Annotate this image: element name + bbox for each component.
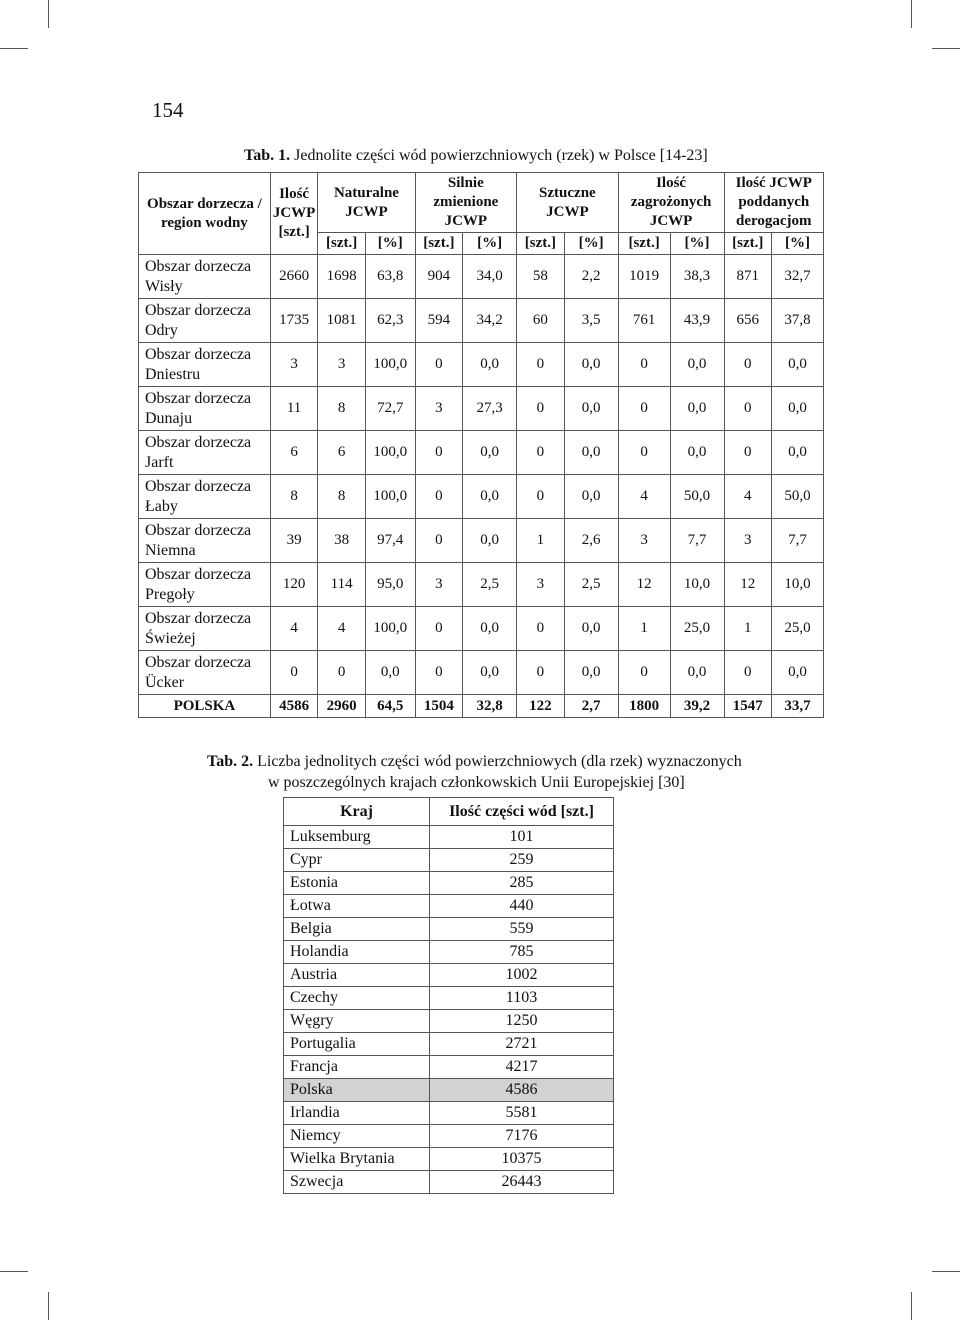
country-cell: Austria xyxy=(284,964,430,987)
region-cell: Obszar dorzecza Odry xyxy=(139,299,271,343)
header-region: Obszar dorzecza / region wodny xyxy=(139,173,271,255)
crop-mark xyxy=(48,1292,49,1320)
table1-caption-text: Jednolite części wód powierzchniowych (rzek) w Polsce [14-23] xyxy=(294,147,708,164)
table-row xyxy=(284,1010,614,1033)
value-cell: 2,2 xyxy=(564,255,618,299)
value-cell: 2,6 xyxy=(564,519,618,563)
country-cell: Francja xyxy=(284,1056,430,1079)
unit-pct: [%] xyxy=(463,233,517,255)
value-cell: 60 xyxy=(517,299,565,343)
value-cell: 0,0 xyxy=(463,651,517,695)
value-cell: 0,0 xyxy=(463,431,517,475)
table-row xyxy=(284,826,614,849)
value-cell: 0 xyxy=(517,475,565,519)
value-cell: 4 xyxy=(318,607,366,651)
country-cell: Węgry xyxy=(284,1010,430,1033)
header-sztuczne: Sztuczne JCWP xyxy=(517,173,619,233)
count-cell: 7176 xyxy=(430,1125,614,1148)
table1 xyxy=(138,172,824,718)
value-cell: 0,0 xyxy=(772,343,824,387)
total-cell: 39,2 xyxy=(670,695,724,718)
value-cell: 0 xyxy=(724,387,772,431)
value-cell: 100,0 xyxy=(365,431,415,475)
table2-caption-line1: Liczba jednolitych części wód powierzchniowych (dla rzek) wyznaczonych xyxy=(257,753,742,770)
table-row xyxy=(284,1171,614,1194)
table-row xyxy=(284,895,614,918)
count-cell: 785 xyxy=(430,941,614,964)
crop-mark xyxy=(48,0,49,28)
table1-body xyxy=(139,255,824,695)
value-cell: 656 xyxy=(724,299,772,343)
table-row xyxy=(139,343,824,387)
value-cell: 4 xyxy=(618,475,670,519)
country-cell: Irlandia xyxy=(284,1102,430,1125)
value-cell: 10,0 xyxy=(772,563,824,607)
value-cell: 0,0 xyxy=(463,607,517,651)
value-cell: 0 xyxy=(517,651,565,695)
count-cell: 259 xyxy=(430,849,614,872)
unit-szt: [szt.] xyxy=(415,233,463,255)
value-cell: 594 xyxy=(415,299,463,343)
table-row xyxy=(284,1102,614,1125)
table2-caption xyxy=(207,751,742,793)
value-cell: 12 xyxy=(618,563,670,607)
table-row xyxy=(139,431,824,475)
value-cell: 2,5 xyxy=(463,563,517,607)
table-row xyxy=(139,475,824,519)
value-cell: 3 xyxy=(270,343,318,387)
value-cell: 0,0 xyxy=(463,519,517,563)
value-cell: 0 xyxy=(724,431,772,475)
total-cell: 33,7 xyxy=(772,695,824,718)
table2 xyxy=(283,797,614,1194)
table2-body xyxy=(284,826,614,1194)
value-cell: 0 xyxy=(517,431,565,475)
value-cell: 100,0 xyxy=(365,343,415,387)
value-cell: 0 xyxy=(517,607,565,651)
country-cell: Portugalia xyxy=(284,1033,430,1056)
count-cell: 440 xyxy=(430,895,614,918)
value-cell: 871 xyxy=(724,255,772,299)
count-cell: 2721 xyxy=(430,1033,614,1056)
value-cell: 0 xyxy=(415,431,463,475)
country-cell: Szwecja xyxy=(284,1171,430,1194)
value-cell: 39 xyxy=(270,519,318,563)
value-cell: 25,0 xyxy=(772,607,824,651)
value-cell: 100,0 xyxy=(365,607,415,651)
region-cell: Obszar dorzecza Pregoły xyxy=(139,563,271,607)
value-cell: 0,0 xyxy=(463,475,517,519)
table-row xyxy=(284,987,614,1010)
value-cell: 8 xyxy=(318,387,366,431)
table-row xyxy=(284,1125,614,1148)
value-cell: 0,0 xyxy=(772,651,824,695)
table-row xyxy=(139,299,824,343)
table-row xyxy=(284,918,614,941)
unit-pct: [%] xyxy=(772,233,824,255)
value-cell: 27,3 xyxy=(463,387,517,431)
value-cell: 4 xyxy=(270,607,318,651)
region-cell: Obszar dorzecza Jarft xyxy=(139,431,271,475)
count-cell: 1002 xyxy=(430,964,614,987)
region-cell: Obszar dorzecza Dniestru xyxy=(139,343,271,387)
table-row xyxy=(139,255,824,299)
table-row xyxy=(139,563,824,607)
total-cell: 2960 xyxy=(318,695,366,718)
value-cell: 3 xyxy=(318,343,366,387)
value-cell: 4 xyxy=(724,475,772,519)
header-ilosc-czesci: Ilość części wód [szt.] xyxy=(430,798,614,826)
unit-szt: [szt.] xyxy=(318,233,366,255)
value-cell: 32,7 xyxy=(772,255,824,299)
total-cell: 1800 xyxy=(618,695,670,718)
count-cell: 285 xyxy=(430,872,614,895)
country-cell: Łotwa xyxy=(284,895,430,918)
value-cell: 0,0 xyxy=(670,387,724,431)
value-cell: 0,0 xyxy=(564,607,618,651)
value-cell: 0 xyxy=(415,343,463,387)
count-cell: 10375 xyxy=(430,1148,614,1171)
region-cell: Obszar dorzecza Łaby xyxy=(139,475,271,519)
table-row xyxy=(284,1079,614,1102)
total-cell: 64,5 xyxy=(365,695,415,718)
value-cell: 11 xyxy=(270,387,318,431)
value-cell: 3 xyxy=(415,563,463,607)
total-cell: 122 xyxy=(517,695,565,718)
header-zagrozone: Ilość zagrożonych JCWP xyxy=(618,173,724,233)
value-cell: 97,4 xyxy=(365,519,415,563)
table-row xyxy=(139,387,824,431)
header-silnie-zmienione: Silnie zmienione JCWP xyxy=(415,173,517,233)
crop-mark xyxy=(0,48,28,49)
value-cell: 0 xyxy=(517,343,565,387)
value-cell: 0,0 xyxy=(670,343,724,387)
value-cell: 0 xyxy=(618,343,670,387)
table-row xyxy=(139,607,824,651)
value-cell: 2,5 xyxy=(564,563,618,607)
table-row xyxy=(284,964,614,987)
value-cell: 95,0 xyxy=(365,563,415,607)
value-cell: 0 xyxy=(318,651,366,695)
total-cell: 1547 xyxy=(724,695,772,718)
country-cell: Niemcy xyxy=(284,1125,430,1148)
value-cell: 0 xyxy=(415,475,463,519)
table1-total-row xyxy=(139,695,824,718)
value-cell: 38,3 xyxy=(670,255,724,299)
table1-caption xyxy=(244,145,708,166)
unit-szt: [szt.] xyxy=(724,233,772,255)
value-cell: 63,8 xyxy=(365,255,415,299)
count-cell: 26443 xyxy=(430,1171,614,1194)
value-cell: 0,0 xyxy=(564,651,618,695)
value-cell: 1735 xyxy=(270,299,318,343)
count-cell: 1250 xyxy=(430,1010,614,1033)
value-cell: 0 xyxy=(618,651,670,695)
total-cell: 1504 xyxy=(415,695,463,718)
count-cell: 559 xyxy=(430,918,614,941)
region-cell: Obszar dorzecza Dunaju xyxy=(139,387,271,431)
country-cell: Estonia xyxy=(284,872,430,895)
value-cell: 114 xyxy=(318,563,366,607)
country-cell: Belgia xyxy=(284,918,430,941)
value-cell: 3 xyxy=(415,387,463,431)
value-cell: 34,0 xyxy=(463,255,517,299)
value-cell: 0 xyxy=(415,519,463,563)
header-naturalne: Naturalne JCWP xyxy=(318,173,415,233)
value-cell: 72,7 xyxy=(365,387,415,431)
value-cell: 38 xyxy=(318,519,366,563)
value-cell: 3 xyxy=(618,519,670,563)
value-cell: 0 xyxy=(724,343,772,387)
total-region: POLSKA xyxy=(139,695,271,718)
value-cell: 0,0 xyxy=(463,343,517,387)
country-cell: Cypr xyxy=(284,849,430,872)
count-cell: 101 xyxy=(430,826,614,849)
value-cell: 3,5 xyxy=(564,299,618,343)
value-cell: 0,0 xyxy=(564,431,618,475)
crop-mark xyxy=(911,0,912,28)
count-cell: 1103 xyxy=(430,987,614,1010)
count-cell: 4586 xyxy=(430,1079,614,1102)
value-cell: 761 xyxy=(618,299,670,343)
value-cell: 0 xyxy=(618,387,670,431)
value-cell: 1 xyxy=(517,519,565,563)
value-cell: 0 xyxy=(724,651,772,695)
country-cell: Luksemburg xyxy=(284,826,430,849)
table-row xyxy=(284,1148,614,1171)
crop-mark xyxy=(911,1292,912,1320)
value-cell: 0 xyxy=(415,607,463,651)
unit-pct: [%] xyxy=(365,233,415,255)
value-cell: 50,0 xyxy=(670,475,724,519)
value-cell: 1081 xyxy=(318,299,366,343)
unit-szt: [szt.] xyxy=(517,233,565,255)
unit-pct: [%] xyxy=(564,233,618,255)
value-cell: 0,0 xyxy=(670,651,724,695)
value-cell: 904 xyxy=(415,255,463,299)
value-cell: 0 xyxy=(618,431,670,475)
value-cell: 0,0 xyxy=(772,387,824,431)
total-cell: 4586 xyxy=(270,695,318,718)
value-cell: 25,0 xyxy=(670,607,724,651)
value-cell: 7,7 xyxy=(772,519,824,563)
value-cell: 7,7 xyxy=(670,519,724,563)
value-cell: 0,0 xyxy=(772,431,824,475)
value-cell: 50,0 xyxy=(772,475,824,519)
country-cell: Holandia xyxy=(284,941,430,964)
total-cell: 32,8 xyxy=(463,695,517,718)
value-cell: 43,9 xyxy=(670,299,724,343)
crop-mark xyxy=(0,1271,28,1272)
value-cell: 8 xyxy=(270,475,318,519)
value-cell: 100,0 xyxy=(365,475,415,519)
header-ilosc: Ilość JCWP [szt.] xyxy=(270,173,318,255)
value-cell: 0,0 xyxy=(564,387,618,431)
table2-caption-label: Tab. 2. xyxy=(207,753,254,770)
value-cell: 37,8 xyxy=(772,299,824,343)
value-cell: 0 xyxy=(415,651,463,695)
value-cell: 0 xyxy=(517,387,565,431)
count-cell: 5581 xyxy=(430,1102,614,1125)
region-cell: Obszar dorzecza Niemna xyxy=(139,519,271,563)
region-cell: Obszar dorzecza Świeżej xyxy=(139,607,271,651)
value-cell: 10,0 xyxy=(670,563,724,607)
value-cell: 34,2 xyxy=(463,299,517,343)
header-kraj: Kraj xyxy=(284,798,430,826)
value-cell: 1 xyxy=(724,607,772,651)
region-cell: Obszar dorzecza Ücker xyxy=(139,651,271,695)
table-row xyxy=(284,1033,614,1056)
page-number: 154 xyxy=(152,98,184,122)
value-cell: 6 xyxy=(270,431,318,475)
table1-caption-label: Tab. 1. xyxy=(244,147,291,164)
unit-szt: [szt.] xyxy=(618,233,670,255)
header-derogacje: Ilość JCWP poddanych derogacjom xyxy=(724,173,823,233)
table-row xyxy=(284,1056,614,1079)
table-row xyxy=(284,872,614,895)
value-cell: 1698 xyxy=(318,255,366,299)
table-row xyxy=(139,519,824,563)
value-cell: 58 xyxy=(517,255,565,299)
table-row xyxy=(284,849,614,872)
value-cell: 1 xyxy=(618,607,670,651)
value-cell: 6 xyxy=(318,431,366,475)
value-cell: 62,3 xyxy=(365,299,415,343)
value-cell: 3 xyxy=(724,519,772,563)
value-cell: 0,0 xyxy=(670,431,724,475)
table-row xyxy=(139,651,824,695)
region-cell: Obszar dorzecza Wisły xyxy=(139,255,271,299)
value-cell: 0,0 xyxy=(564,343,618,387)
value-cell: 3 xyxy=(517,563,565,607)
value-cell: 120 xyxy=(270,563,318,607)
crop-mark xyxy=(932,48,960,49)
value-cell: 8 xyxy=(318,475,366,519)
country-cell: Czechy xyxy=(284,987,430,1010)
value-cell: 0 xyxy=(270,651,318,695)
table-row xyxy=(284,941,614,964)
value-cell: 0,0 xyxy=(365,651,415,695)
table2-caption-line2: w poszczególnych krajach członkowskich Unii Europejskiej [30] xyxy=(268,774,685,791)
total-cell: 2,7 xyxy=(564,695,618,718)
unit-pct: [%] xyxy=(670,233,724,255)
value-cell: 2660 xyxy=(270,255,318,299)
value-cell: 12 xyxy=(724,563,772,607)
count-cell: 4217 xyxy=(430,1056,614,1079)
value-cell: 1019 xyxy=(618,255,670,299)
country-cell: Wielka Brytania xyxy=(284,1148,430,1171)
crop-mark xyxy=(932,1271,960,1272)
value-cell: 0,0 xyxy=(564,475,618,519)
country-cell: Polska xyxy=(284,1079,430,1102)
